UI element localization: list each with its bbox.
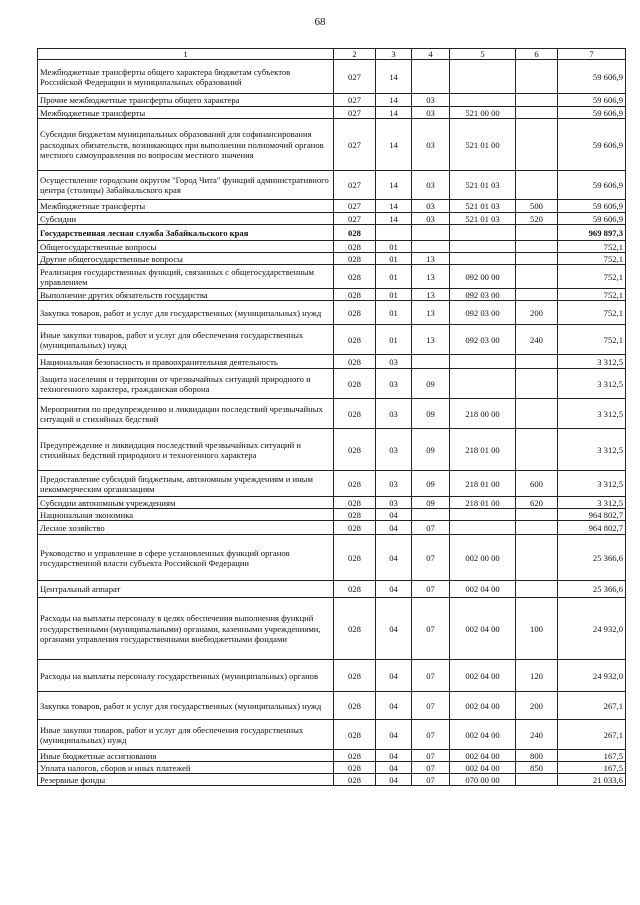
table-row (38, 762, 626, 774)
table-row (38, 241, 626, 253)
row-name: Предупреждение и ликвидация последствий чрезвычайных ситуаций и стихийных бедствий природного и техногенного характера (38, 429, 334, 471)
subsection-code: 03 (412, 200, 450, 213)
amount: 964 802,7 (558, 509, 626, 521)
amount: 267,1 (558, 720, 626, 750)
subsection-code: 03 (412, 213, 450, 225)
subsection-code: 03 (412, 94, 450, 107)
ministry-code: 027 (334, 200, 376, 213)
row-name: Резервные фонды (38, 774, 334, 786)
section-code: 04 (376, 774, 412, 786)
amount: 167,5 (558, 750, 626, 762)
column-header: 2 (334, 49, 376, 60)
table-row (38, 369, 626, 399)
amount: 25 366,6 (558, 535, 626, 581)
ministry-code: 028 (334, 301, 376, 325)
ministry-code: 027 (334, 94, 376, 107)
amount: 752,1 (558, 265, 626, 289)
table-row (38, 692, 626, 720)
table-row (38, 225, 626, 241)
subsection-code: 07 (412, 598, 450, 660)
row-name: Межбюджетные трансферты (38, 200, 334, 213)
table-row (38, 60, 626, 94)
target-article-code (450, 225, 516, 241)
expense-type-code: 200 (516, 301, 558, 325)
subsection-code: 13 (412, 265, 450, 289)
expense-type-code: 200 (516, 692, 558, 720)
amount: 3 312,5 (558, 369, 626, 399)
amount: 267,1 (558, 692, 626, 720)
target-article-code (450, 369, 516, 399)
subsection-code: 13 (412, 325, 450, 355)
row-name: Прочие межбюджетные трансферты общего характера (38, 94, 334, 107)
target-article-code: 218 01 00 (450, 497, 516, 509)
row-name: Осуществление городским округом "Город Чита" функций административного центра (столицы) Забайкальского края (38, 171, 334, 200)
ministry-code: 027 (334, 60, 376, 94)
expense-type-code (516, 774, 558, 786)
ministry-code: 028 (334, 225, 376, 241)
subsection-code: 03 (412, 107, 450, 119)
row-name: Закупка товаров, работ и услуг для государственных (муниципальных) нужд (38, 692, 334, 720)
table-row (38, 253, 626, 265)
target-article-code: 002 04 00 (450, 692, 516, 720)
target-article-code: 521 01 03 (450, 200, 516, 213)
amount: 3 312,5 (558, 497, 626, 509)
expense-type-code (516, 225, 558, 241)
expense-type-code (516, 509, 558, 521)
target-article-code: 218 01 00 (450, 429, 516, 471)
section-code: 04 (376, 598, 412, 660)
row-name: Другие общегосударственные вопросы (38, 253, 334, 265)
section-code: 01 (376, 253, 412, 265)
ministry-code: 027 (334, 171, 376, 200)
ministry-code: 027 (334, 119, 376, 171)
table-row (38, 521, 626, 535)
row-name: Иные закупки товаров, работ и услуг для обеспечения государственных (муниципальных) нужд (38, 325, 334, 355)
target-article-code: 002 04 00 (450, 762, 516, 774)
amount: 59 606,9 (558, 213, 626, 225)
target-article-code: 002 04 00 (450, 598, 516, 660)
section-code: 14 (376, 213, 412, 225)
ministry-code: 028 (334, 660, 376, 692)
table-row (38, 750, 626, 762)
subsection-code: 09 (412, 399, 450, 429)
table-row (38, 265, 626, 289)
target-article-code: 002 04 00 (450, 660, 516, 692)
expense-type-code (516, 60, 558, 94)
target-article-code (450, 60, 516, 94)
row-name: Предоставление субсидий бюджетным, автономным учреждениям и иным некоммерческим организациям (38, 471, 334, 497)
target-article-code: 218 00 00 (450, 399, 516, 429)
expense-type-code (516, 265, 558, 289)
target-article-code (450, 241, 516, 253)
section-code: 03 (376, 399, 412, 429)
section-code: 03 (376, 497, 412, 509)
column-header: 6 (516, 49, 558, 60)
row-name: Национальная экономика (38, 509, 334, 521)
ministry-code: 028 (334, 369, 376, 399)
expense-type-code (516, 94, 558, 107)
row-name: Иные бюджетные ассигнования (38, 750, 334, 762)
ministry-code: 027 (334, 107, 376, 119)
subsection-code (412, 241, 450, 253)
table-row (38, 325, 626, 355)
page-number: 68 (314, 16, 326, 28)
target-article-code: 002 04 00 (450, 750, 516, 762)
subsection-code: 13 (412, 253, 450, 265)
subsection-code: 09 (412, 471, 450, 497)
expense-type-code: 520 (516, 213, 558, 225)
subsection-code: 07 (412, 521, 450, 535)
target-article-code: 521 01 00 (450, 119, 516, 171)
amount: 24 932,0 (558, 660, 626, 692)
amount: 25 366,6 (558, 581, 626, 598)
amount: 964 802,7 (558, 521, 626, 535)
target-article-code (450, 521, 516, 535)
ministry-code: 028 (334, 509, 376, 521)
amount: 21 033,6 (558, 774, 626, 786)
table-row (38, 497, 626, 509)
section-code: 03 (376, 355, 412, 369)
amount: 752,1 (558, 301, 626, 325)
table-row (38, 660, 626, 692)
subsection-code: 13 (412, 289, 450, 301)
ministry-code: 028 (334, 692, 376, 720)
expense-type-code (516, 289, 558, 301)
subsection-code: 09 (412, 497, 450, 509)
table-row (38, 535, 626, 581)
amount: 3 312,5 (558, 471, 626, 497)
target-article-code: 092 00 00 (450, 265, 516, 289)
table-row (38, 429, 626, 471)
section-code: 04 (376, 581, 412, 598)
subsection-code: 07 (412, 692, 450, 720)
section-code: 14 (376, 107, 412, 119)
target-article-code (450, 509, 516, 521)
expense-type-code (516, 399, 558, 429)
subsection-code (412, 509, 450, 521)
table-row (38, 107, 626, 119)
target-article-code (450, 355, 516, 369)
section-code: 14 (376, 200, 412, 213)
row-name: Субсидии (38, 213, 334, 225)
row-name: Руководство и управление в сфере установленных функций органов государственной власти субъекта Российской Федерации (38, 535, 334, 581)
target-article-code: 002 04 00 (450, 720, 516, 750)
subsection-code: 03 (412, 171, 450, 200)
section-code: 01 (376, 301, 412, 325)
ministry-code: 028 (334, 774, 376, 786)
section-code: 01 (376, 265, 412, 289)
ministry-code: 028 (334, 535, 376, 581)
target-article-code: 521 01 03 (450, 171, 516, 200)
section-code: 04 (376, 692, 412, 720)
row-name: Межбюджетные трансферты общего характера бюджетам субъектов Российской Федерации и муниципальных образований (38, 60, 334, 94)
ministry-code: 028 (334, 598, 376, 660)
section-code: 01 (376, 289, 412, 301)
expense-type-code: 100 (516, 598, 558, 660)
amount: 59 606,9 (558, 94, 626, 107)
section-code: 03 (376, 369, 412, 399)
column-header: 4 (412, 49, 450, 60)
section-code: 04 (376, 720, 412, 750)
subsection-code: 07 (412, 535, 450, 581)
table-row (38, 289, 626, 301)
ministry-code: 027 (334, 213, 376, 225)
subsection-code: 07 (412, 581, 450, 598)
expense-type-code: 240 (516, 720, 558, 750)
amount: 167,5 (558, 762, 626, 774)
row-name: Субсидии бюджетам муниципальных образований для софинансирования расходных обязательств, возникающих при выполнении полномочий органов местного самоуправления по вопросам местного значения (38, 119, 334, 171)
section-code: 14 (376, 119, 412, 171)
ministry-code: 028 (334, 581, 376, 598)
amount: 3 312,5 (558, 429, 626, 471)
ministry-code: 028 (334, 241, 376, 253)
budget-table (37, 48, 626, 786)
amount: 59 606,9 (558, 171, 626, 200)
table-row (38, 581, 626, 598)
row-name: Центральный аппарат (38, 581, 334, 598)
column-header: 5 (450, 49, 516, 60)
expense-type-code (516, 171, 558, 200)
column-header: 3 (376, 49, 412, 60)
column-header: 7 (558, 49, 626, 60)
section-code: 04 (376, 521, 412, 535)
section-code: 03 (376, 429, 412, 471)
row-name: Иные закупки товаров, работ и услуг для обеспечения государственных (муниципальных) нужд (38, 720, 334, 750)
target-article-code: 002 04 00 (450, 581, 516, 598)
column-number-row (38, 49, 626, 60)
section-code: 04 (376, 660, 412, 692)
amount: 3 312,5 (558, 399, 626, 429)
amount: 59 606,9 (558, 107, 626, 119)
target-article-code: 521 00 00 (450, 107, 516, 119)
table-row (38, 119, 626, 171)
ministry-code: 028 (334, 265, 376, 289)
expense-type-code: 850 (516, 762, 558, 774)
target-article-code: 002 00 00 (450, 535, 516, 581)
row-name: Государственная лесная служба Забайкальского края (38, 225, 334, 241)
ministry-code: 028 (334, 399, 376, 429)
ministry-code: 028 (334, 429, 376, 471)
row-name: Уплата налогов, сборов и иных платежей (38, 762, 334, 774)
subsection-code: 13 (412, 301, 450, 325)
amount: 969 897,3 (558, 225, 626, 241)
target-article-code: 218 01 00 (450, 471, 516, 497)
ministry-code: 028 (334, 750, 376, 762)
ministry-code: 028 (334, 521, 376, 535)
table-row (38, 720, 626, 750)
subsection-code: 07 (412, 762, 450, 774)
subsection-code: 09 (412, 369, 450, 399)
subsection-code: 07 (412, 660, 450, 692)
section-code: 04 (376, 762, 412, 774)
section-code: 14 (376, 94, 412, 107)
row-name: Межбюджетные трансферты (38, 107, 334, 119)
expense-type-code: 500 (516, 200, 558, 213)
expense-type-code: 800 (516, 750, 558, 762)
amount: 59 606,9 (558, 200, 626, 213)
section-code: 01 (376, 241, 412, 253)
row-name: Выполнение других обязательств государства (38, 289, 334, 301)
ministry-code: 028 (334, 762, 376, 774)
expense-type-code (516, 581, 558, 598)
column-header: 1 (38, 49, 334, 60)
expense-type-code (516, 369, 558, 399)
subsection-code (412, 355, 450, 369)
target-article-code: 092 03 00 (450, 289, 516, 301)
amount: 752,1 (558, 325, 626, 355)
section-code: 14 (376, 60, 412, 94)
table-row (38, 598, 626, 660)
target-article-code (450, 94, 516, 107)
expense-type-code (516, 355, 558, 369)
target-article-code: 092 03 00 (450, 301, 516, 325)
table-row (38, 774, 626, 786)
expense-type-code: 240 (516, 325, 558, 355)
table-row (38, 171, 626, 200)
table-row (38, 200, 626, 213)
expense-type-code: 620 (516, 497, 558, 509)
expense-type-code: 600 (516, 471, 558, 497)
row-name: Мероприятия по предупреждению и ликвидации последствий чрезвычайных ситуаций и стихийных бедствий (38, 399, 334, 429)
section-code: 04 (376, 535, 412, 581)
ministry-code: 028 (334, 253, 376, 265)
subsection-code (412, 60, 450, 94)
section-code: 01 (376, 325, 412, 355)
section-code (376, 225, 412, 241)
amount: 752,1 (558, 289, 626, 301)
row-name: Субсидии автономным учреждениям (38, 497, 334, 509)
expense-type-code (516, 521, 558, 535)
row-name: Расходы на выплаты персоналу государственных (муниципальных) органов (38, 660, 334, 692)
expense-type-code (516, 107, 558, 119)
table-row (38, 94, 626, 107)
table-row (38, 301, 626, 325)
section-code: 14 (376, 171, 412, 200)
expense-type-code (516, 535, 558, 581)
subsection-code: 03 (412, 119, 450, 171)
expense-type-code (516, 119, 558, 171)
amount: 24 932,0 (558, 598, 626, 660)
target-article-code: 092 03 00 (450, 325, 516, 355)
row-name: Лесное хозяйство (38, 521, 334, 535)
table-row (38, 399, 626, 429)
ministry-code: 028 (334, 289, 376, 301)
amount: 59 606,9 (558, 119, 626, 171)
subsection-code: 07 (412, 720, 450, 750)
row-name: Защита населения и территории от чрезвычайных ситуаций природного и техногенного характера, гражданская оборона (38, 369, 334, 399)
table-row (38, 355, 626, 369)
amount: 752,1 (558, 241, 626, 253)
amount: 59 606,9 (558, 60, 626, 94)
expense-type-code (516, 253, 558, 265)
row-name: Реализация государственных функций, связанных с общегосударственным управлением (38, 265, 334, 289)
row-name: Закупка товаров, работ и услуг для государственных (муниципальных) нужд (38, 301, 334, 325)
target-article-code: 070 00 00 (450, 774, 516, 786)
ministry-code: 028 (334, 355, 376, 369)
ministry-code: 028 (334, 720, 376, 750)
table-body (38, 60, 626, 786)
subsection-code: 09 (412, 429, 450, 471)
expense-type-code (516, 429, 558, 471)
section-code: 04 (376, 750, 412, 762)
table-row (38, 471, 626, 497)
ministry-code: 028 (334, 497, 376, 509)
subsection-code (412, 225, 450, 241)
row-name: Расходы на выплаты персоналу в целях обеспечения выполнения функций государственными (муниципальными) органами, казенными учреждениями, органами управления государственными внебюджетными фондами (38, 598, 334, 660)
expense-type-code (516, 241, 558, 253)
row-name: Общегосударственные вопросы (38, 241, 334, 253)
subsection-code: 07 (412, 774, 450, 786)
amount: 752,1 (558, 253, 626, 265)
expense-type-code: 120 (516, 660, 558, 692)
target-article-code: 521 01 03 (450, 213, 516, 225)
section-code: 03 (376, 471, 412, 497)
table-row (38, 509, 626, 521)
table-row (38, 213, 626, 225)
target-article-code (450, 253, 516, 265)
row-name: Национальная безопасность и правоохранительная деятельность (38, 355, 334, 369)
ministry-code: 028 (334, 325, 376, 355)
subsection-code: 07 (412, 750, 450, 762)
amount: 3 312,5 (558, 355, 626, 369)
ministry-code: 028 (334, 471, 376, 497)
section-code: 04 (376, 509, 412, 521)
